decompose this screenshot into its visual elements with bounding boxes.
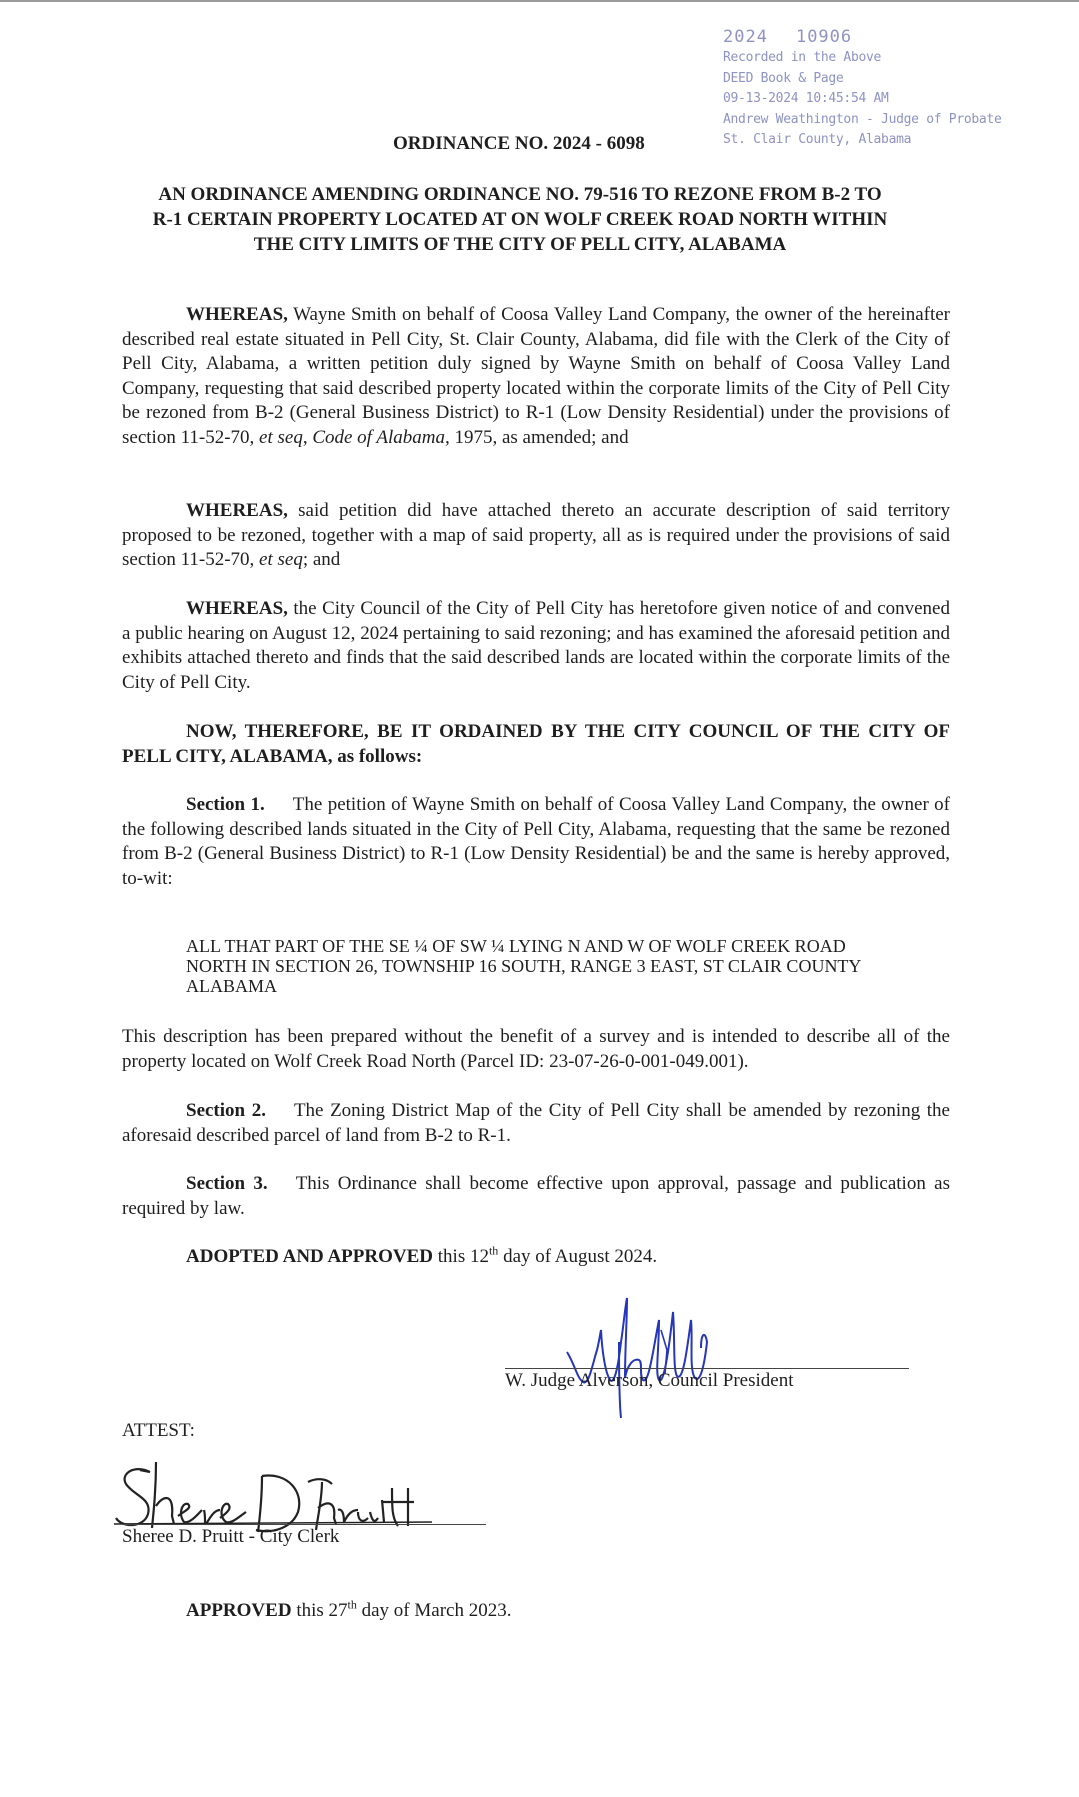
page-top-edge: [0, 0, 1079, 2]
approved-pre: this 27: [291, 1600, 348, 1621]
adopted-post: day of August 2024.: [498, 1246, 658, 1267]
recording-number: [723, 26, 1002, 48]
et-seq: et seq: [259, 549, 303, 570]
stamp-line-2: DEED Book & Page: [723, 70, 844, 86]
section-3: [122, 1172, 950, 1221]
whereas-paragraph-1: [122, 303, 950, 450]
whereas-end: 1975, as amended; and: [449, 426, 629, 448]
section-1: [122, 793, 950, 891]
ordinance-title: AN ORDINANCE AMENDING ORDINANCE NO. 79-516 TO REZONE FROM B-2 TO R-1 CERTAIN PROPERTY LOCATED AT ON WOLF CREEK ROAD NORTH WITHIN THE CITY LIMITS OF THE CITY OF PELL CITY, ALABAMA: [152, 184, 888, 255]
ordinance-number: ORDINANCE NO. 2024 - 6098: [393, 133, 645, 154]
whereas-text: Wayne Smith on behalf of Coosa Valley Land Company, the owner of the hereinafter described real estate situated in Pell City, St. Clair County, Alabama, did file with the Clerk of the City of Pell City, Alabama, a written petition duly signed by Wayne Smith on behalf of Coosa Valley Land Company, requesting that said described property located within the corporate limits of the City of Pell City be rezoned from B-2 (General Business District) to R-1 (Low Density Residential) under the provisions of section 11-52-70,: [122, 304, 950, 448]
recording-instrument-number: 10906: [795, 27, 853, 47]
legal-description: ALL THAT PART OF THE SE ¼ OF SW ¼ LYING N AND W OF WOLF CREEK ROAD NORTH IN SECTION 26, TOWNSHIP 16 SOUTH, RANGE 3 EAST, ST CLAIR COUNTY ALABAMA: [186, 936, 861, 996]
section-1-text: The petition of Wayne Smith on behalf of Coosa Valley Land Company, the owner of the following described lands situated in the City of Pell City, Alabama, requesting that the same be rezoned from B-2 (General Business District) to R-1 (Low Density Residential) be and the same is hereby approved, to-wit:: [122, 794, 951, 889]
section-1-label: Section 1.: [186, 794, 265, 815]
approved-statement: [186, 1597, 512, 1622]
section-2-text: The Zoning District Map of the City of Pell City shall be amended by rezoning the aforesaid described parcel of land from B-2 to R-1.: [122, 1100, 950, 1146]
president-signature-line: [505, 1368, 909, 1369]
whereas-lead: WHEREAS,: [186, 598, 288, 619]
recording-year: 2024: [723, 27, 768, 47]
whereas-paragraph-3: [122, 597, 950, 695]
section-3-text: This Ordinance shall become effective upon approval, passage and publication as required by law.: [122, 1173, 950, 1219]
president-name: W. Judge Alverson, Council President: [505, 1370, 794, 1391]
whereas-lead: WHEREAS,: [186, 304, 288, 325]
survey-note: This description has been prepared without the benefit of a survey and is intended to describe all of the property located on Wolf Creek Road North (Parcel ID: 23-07-26-0-001-049.001).: [122, 1026, 950, 1072]
whereas-text: the City Council of the City of Pell City has heretofore given notice of and convened a public hearing on August 12, 2024 pertaining to said rezoning; and has examined the aforesaid petition and exhibits attached thereto and finds that the said described lands are located within the corporate limits of the City of Pell City.: [122, 598, 950, 693]
adopted-pre: this 12: [433, 1246, 489, 1267]
whereas-lead: WHEREAS,: [186, 500, 288, 521]
et-seq: et seq: [259, 426, 303, 448]
attest-label: ATTEST:: [122, 1420, 195, 1441]
adopted-ordinal: th: [488, 1243, 499, 1258]
clerk-signature-s: [116, 1469, 150, 1525]
whereas-text: said petition did have attached thereto an accurate description of said territory proposed to be rezoned, together with a map of said property, all as is required under the provisions of said section 11-52-70,: [122, 500, 950, 570]
section-2: [122, 1099, 950, 1148]
section-2-label: Section 2.: [186, 1100, 266, 1121]
comma: ,: [302, 426, 313, 448]
approved-ordinal: th: [347, 1597, 357, 1612]
stamp-line-5: St. Clair County, Alabama: [723, 132, 912, 147]
stamp-line-1: Recorded in the Above: [723, 50, 882, 65]
section-3-label: Section 3.: [186, 1173, 268, 1194]
recording-stamp: [723, 26, 1002, 151]
clerk-signature-heree: [152, 1462, 246, 1528]
ordained-heading: NOW, THEREFORE, BE IT ORDAINED BY THE CITY COUNCIL OF THE CITY OF PELL CITY, ALABAMA, as follows:: [122, 721, 950, 767]
adopted-statement: [186, 1243, 658, 1268]
code-of-alabama: Code of Alabama,: [312, 426, 450, 448]
clerk-name: Sheree D. Pruitt - City Clerk: [122, 1526, 340, 1547]
approved-lead: APPROVED: [186, 1600, 292, 1621]
whereas-end: ; and: [302, 549, 341, 570]
president-signature: [555, 1290, 735, 1420]
adopted-lead: ADOPTED AND APPROVED: [186, 1246, 434, 1267]
approved-post: day of March 2023.: [356, 1600, 512, 1621]
stamp-line-3: 09-13-2024 10:45:54 AM: [723, 91, 889, 106]
stamp-line-4: Andrew Weathington - Judge of Probate: [723, 111, 1002, 127]
whereas-paragraph-2: [122, 499, 950, 573]
clerk-signature-line: [122, 1524, 486, 1525]
